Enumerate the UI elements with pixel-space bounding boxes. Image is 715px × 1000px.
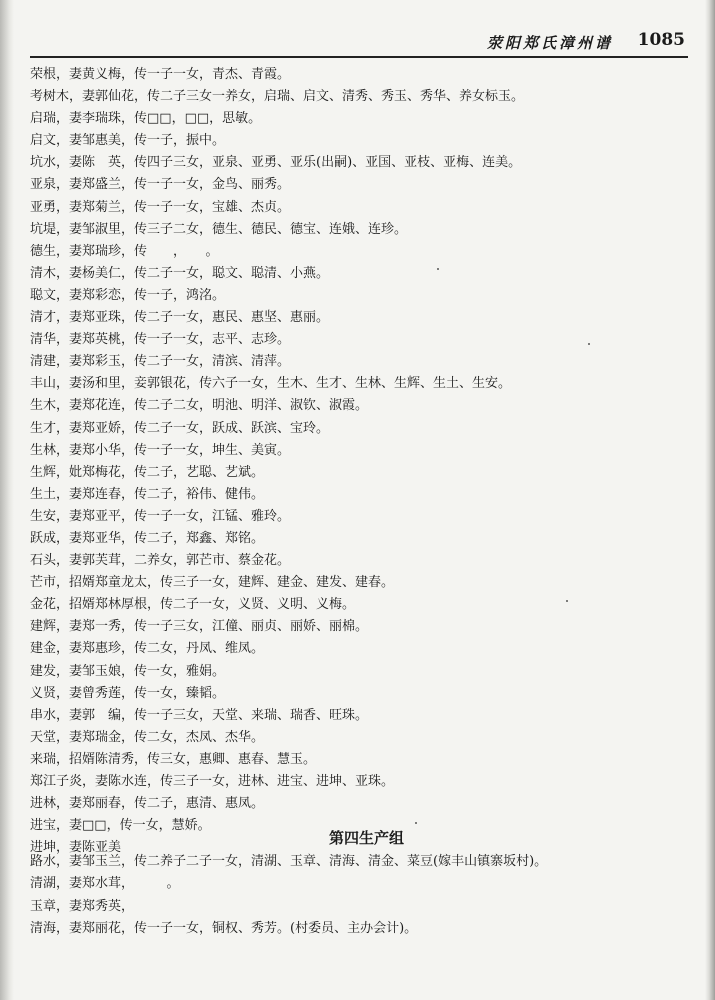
genealogy-entry: 玉章，妻郑秀英， xyxy=(30,898,135,914)
genealogy-entry: 丰山，妻汤和里，妾郭银花，传六子一女，生木、生才、生林、生辉、生土、生安。 xyxy=(30,376,512,392)
scan-speck xyxy=(588,343,590,345)
page-header xyxy=(30,30,685,56)
scan-speck xyxy=(415,822,417,824)
genealogy-entry: 聪文，妻郑彩恋，传一子，鸿洺。 xyxy=(30,287,226,303)
genealogy-entry: 义贤，妻曾秀莲，传一女，臻韬。 xyxy=(30,685,226,701)
genealogy-entry: 建发，妻邹玉娘，传一女，雅娟。 xyxy=(30,663,226,679)
genealogy-entry: 建辉，妻郑一秀，传一子三女，江僮、丽贞、丽娇、丽棉。 xyxy=(30,619,369,635)
page-number: 1085 xyxy=(637,30,685,50)
genealogy-entry: 生木，妻郑花连，传二子二女，明池、明洋、淑钦、淑霞。 xyxy=(30,398,369,414)
genealogy-entry: 生才，妻郑亚娇，传二子一女，跃成、跃滨、宝玲。 xyxy=(30,420,330,436)
genealogy-entry: 郑江子炎，妻陈水连，传三子一女，进林、进宝、进坤、亚珠。 xyxy=(30,774,395,789)
scan-shadow-left xyxy=(0,0,14,1000)
genealogy-entry: 进宝，妻□□，传一女，慧娇。 xyxy=(30,818,211,834)
genealogy-entry: 清华，妻郑英桃，传一子一女，志平、志珍。 xyxy=(30,332,291,348)
genealogy-entry: 启瑞，妻李瑞珠，传□□，□□，思敏。 xyxy=(30,111,262,127)
genealogy-entry: 亚泉，妻郑盛兰，传一子一女，金鸟、丽秀。 xyxy=(30,177,291,193)
genealogy-entry: 坑水，妻陈 英，传四子三女，亚泉、亚勇、亚乐(出嗣)、亚国、亚枝、亚梅、连美。 xyxy=(30,155,522,171)
genealogy-entry: 考树木，妻郭仙花，传二子三女一养女，启瑞、启文、清秀、秀玉、秀华、养女标玉。 xyxy=(30,89,525,105)
genealogy-entry: 清建，妻郑彩玉，传二子一女，清滨、清萍。 xyxy=(30,354,291,370)
genealogy-entry: 亚勇，妻郑菊兰，传一子一女，宝雄、杰贞。 xyxy=(30,199,291,215)
header-rule xyxy=(30,56,688,58)
genealogy-entry: 生土，妻郑连春，传二子，裕伟、健伟。 xyxy=(30,486,265,502)
genealogy-entry: 清湖，妻郑水茸， 。 xyxy=(30,876,180,892)
genealogy-entry: 石头，妻郭芙茸，二养女，郭芒市、蔡金花。 xyxy=(30,553,291,569)
genealogy-entry: 进林，妻郑丽春，传二子，惠清、惠凤。 xyxy=(30,796,265,812)
scan-speck xyxy=(437,268,439,270)
genealogy-entry: 跃成，妻郑亚华，传二子，郑鑫、郑铭。 xyxy=(30,530,265,546)
genealogy-entry: 德生，妻郑瑞珍，传 ， 。 xyxy=(30,243,219,259)
genealogy-entries xyxy=(30,64,680,859)
section-heading: 第四生产组 xyxy=(328,829,404,847)
genealogy-entry: 路水，妻邹玉兰，传二养子二子一女，清湖、玉章、清海、清金、菜豆(嫁丰山镇寨坂村)。 xyxy=(30,854,548,869)
genealogy-entry: 芒市，招婿郑童龙太，传三子一女，建辉、建金、建发、建春。 xyxy=(30,575,395,591)
genealogy-entry: 清海，妻郑丽花，传一子一女，铜权、秀芳。(村委员、主办会计)。 xyxy=(30,921,418,937)
genealogy-entry: 生安，妻郑亚平，传一子一女，江锰、雅玲。 xyxy=(30,508,291,524)
running-title: 荥阳郑氏漳州谱 xyxy=(486,34,613,52)
genealogy-entry: 建金，妻郑惠珍，传二女，丹凤、维凤。 xyxy=(30,641,265,657)
scan-shadow-right xyxy=(705,0,715,1000)
genealogy-entry: 坑堤，妻邹淑里，传三子二女，德生、德民、德宝、连娥、连珍。 xyxy=(30,221,408,237)
genealogy-entry: 来瑞，招婿陈清秀，传三女，惠卿、惠春、慧玉。 xyxy=(30,751,317,767)
section-entries xyxy=(30,851,680,941)
genealogy-entry: 清木，妻杨美仁，传二子一女，聪文、聪清、小燕。 xyxy=(30,265,330,281)
genealogy-entry: 天堂，妻郑瑞金，传二女，杰凤、杰华。 xyxy=(30,729,265,745)
genealogy-entry: 荣根，妻黄义梅，传一子一女，青杰、青霞。 xyxy=(30,67,291,82)
genealogy-entry: 生林，妻郑小华，传一子一女，坤生、美寅。 xyxy=(30,442,291,458)
scan-speck xyxy=(566,600,568,602)
genealogy-entry: 清才，妻郑亚珠，传二子一女，惠民、惠坚、惠丽。 xyxy=(30,310,330,326)
genealogy-entry: 串水，妻郭 编，传一子三女，天堂、来瑞、瑞香、旺珠。 xyxy=(30,707,369,723)
genealogy-entry: 启文，妻邹惠美，传一子，振中。 xyxy=(30,133,226,149)
genealogy-entry: 生辉，妣郑梅花，传二子，艺聪、艺斌。 xyxy=(30,464,265,480)
genealogy-entry: 金花，招婿郑林厚根，传二子一女，义贤、义明、义梅。 xyxy=(30,597,356,613)
genealogy-entry: 进坤，妻陈亚美 xyxy=(30,840,122,856)
